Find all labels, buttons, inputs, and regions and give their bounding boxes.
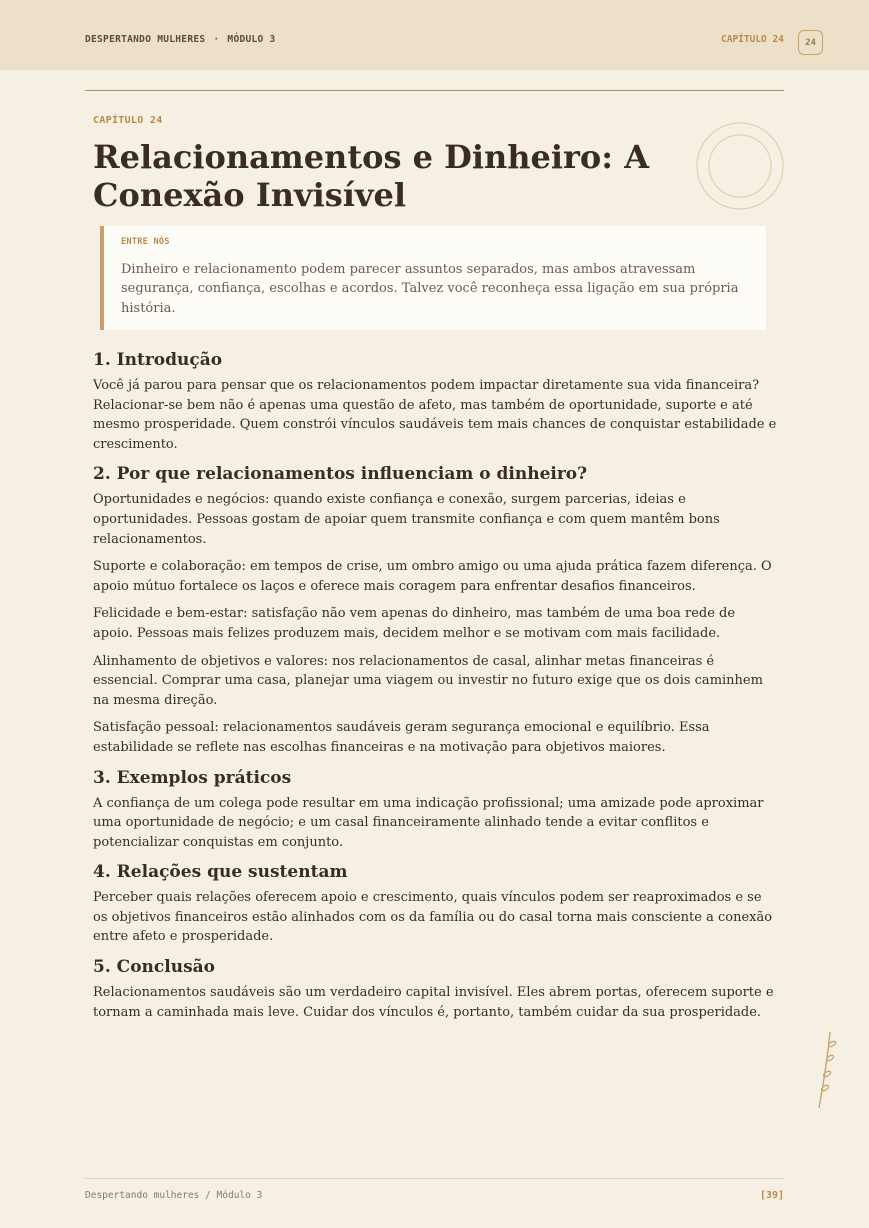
section-heading: 3. Exemplos práticos xyxy=(93,767,292,788)
callout-box xyxy=(100,226,766,330)
section-relacoes xyxy=(93,860,777,947)
callout-label: ENTRE NÓS xyxy=(121,237,170,247)
callout-text: Dinheiro e relacionamento podem parecer assuntos separados, mas ambos atravessam segurança, confiança, escolhas e acordos. Talvez você reconheça essa ligação em sua própria história. xyxy=(121,262,739,316)
header-series-module xyxy=(85,34,276,45)
header-separator: · xyxy=(213,34,220,45)
section-paragraph: Perceber quais relações oferecem apoio e crescimento, quais vínculos podem ser reaproximados e se os objetivos financeiros estão alinhados com os da família ou do casal torna mais consciente a conexão entre afeto e prosperidade. xyxy=(93,890,773,945)
section-heading: 4. Relações que sustentam xyxy=(93,862,348,883)
section-conclusao xyxy=(93,955,777,1022)
section-exemplos xyxy=(93,766,777,853)
section-heading: 1. Introdução xyxy=(93,350,223,370)
section-paragraph: Você já parou para pensar que os relacionamentos podem impactar diretamente sua vida financeira? Relacionar-se bem não é apenas uma questão de afeto, mas também de oportunidade, suporte e até mesmo prosperidade. Quem constrói vínculos saudáveis tem mais chances de conquistar estabilidade e crescimento. xyxy=(93,378,777,452)
page-number: [39] xyxy=(760,1190,785,1201)
footer-breadcrumb: Despertando mulheres / Módulo 3 xyxy=(85,1190,263,1201)
concentric-circles-icon xyxy=(695,122,785,212)
section-paragraph: Suporte e colaboração: em tempos de crise, um ombro amigo ou uma ajuda prática fazem diferença. O apoio mútuo fortalece os laços e oferece mais coragem para enfrentar desafios financeiros. xyxy=(93,559,772,594)
top-divider xyxy=(85,90,784,91)
section-paragraph: Alinhamento de objetivos e valores: nos relacionamentos de casal, alinhar metas financeiras é essencial. Comprar uma casa, planejar uma viagem ou investir no futuro exige que os dois caminhem na mesma direção. xyxy=(93,653,763,708)
section-por-que xyxy=(93,462,777,757)
section-paragraph: Oportunidades e negócios: quando existe confiança e conexão, surgem parcerias, ideias e oportunidades. Pessoas gostam de apoiar quem transmite confiança e com quem mantêm bons relacionamentos. xyxy=(93,492,720,547)
chapter-kicker: CAPÍTULO 24 xyxy=(93,115,163,126)
main-content xyxy=(93,348,777,1030)
section-introducao xyxy=(93,348,777,454)
leaf-sprig-icon xyxy=(808,1030,840,1110)
page-header xyxy=(0,0,869,70)
section-paragraph: Satisfação pessoal: relacionamentos saudáveis geram segurança emocional e equilíbrio. Essa estabilidade se reflete nas escolhas financeiras e na motivação para objetivos maiores. xyxy=(93,720,710,755)
header-module: MÓDULO 3 xyxy=(227,34,276,45)
page-title: Relacionamentos e Dinheiro: A Conexão Invisível xyxy=(93,138,650,214)
section-paragraph: A confiança de um colega pode resultar em uma indicação profissional; uma amizade pode aproximar uma oportunidade de negócio; e um casal financeiramente alinhado tende a evitar conflitos e potencializar conquistas em conjunto. xyxy=(93,795,764,850)
header-series: DESPERTANDO MULHERES xyxy=(85,34,206,45)
section-paragraph: Felicidade e bem-estar: satisfação não vem apenas do dinheiro, mas também de uma boa rede de apoio. Pessoas mais felizes produzem mais, decidem melhor e se motivam com mais facilidade. xyxy=(93,606,736,641)
section-paragraph: Relacionamentos saudáveis são um verdadeiro capital invisível. Eles abrem portas, oferecem suporte e tornam a caminhada mais leve. Cuidar dos vínculos é, portanto, também cuidar da sua prosperidade. xyxy=(93,985,774,1020)
section-heading: 2. Por que relacionamentos influenciam o dinheiro? xyxy=(93,464,588,485)
chapter-badge: 24 xyxy=(798,30,823,55)
footer-divider xyxy=(85,1178,784,1179)
section-heading: 5. Conclusão xyxy=(93,957,215,978)
header-chapter-label: CAPÍTULO 24 xyxy=(721,34,784,45)
